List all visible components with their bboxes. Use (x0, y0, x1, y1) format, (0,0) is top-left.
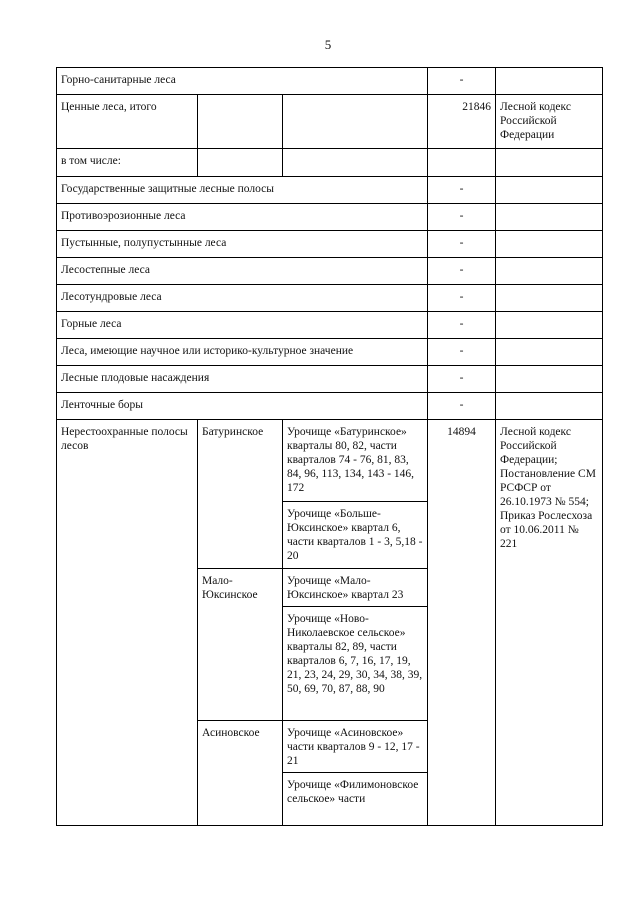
area-value: - (428, 68, 496, 95)
forestry-name: Мало-Юксинское (198, 569, 283, 721)
category-name: Государственные защитные лесные полосы (57, 177, 428, 204)
tract-description: Урочище «Больше-Юксинское» квартал 6, части кварталов 1 - 3, 5,18 - 20 (283, 502, 428, 569)
empty-cell (496, 149, 603, 177)
table-row (57, 339, 603, 366)
area-value: - (428, 366, 496, 393)
area-value: - (428, 312, 496, 339)
tract-description: Урочище «Мало-Юксинское» квартал 23 (283, 569, 428, 607)
empty-cell (198, 95, 283, 149)
tract-description: Урочище «Асиновское» части кварталов 9 - 12, 17 - 21 (283, 721, 428, 773)
empty-cell (283, 95, 428, 149)
including-label: в том числе: (57, 149, 198, 177)
tract-description: Урочище «Ново-Николаевское сельское» кварталы 82, 89, части кварталов 6, 7, 16, 17, 19, 21, 23, 24, 29, 30, 34, 38, 39, 50, 69, 70, 87, 88, 90 (283, 607, 428, 721)
category-name: Пустынные, полупустынные леса (57, 231, 428, 258)
category-name: Лесотундровые леса (57, 285, 428, 312)
legal-basis (496, 204, 603, 231)
area-value: - (428, 204, 496, 231)
category-name: Лесостепные леса (57, 258, 428, 285)
area-value: - (428, 285, 496, 312)
tract-description: Урочище «Филимоновское сельское» части (283, 773, 428, 826)
table-row (57, 285, 603, 312)
category-name: Леса, имеющие научное или историко-культурное значение (57, 339, 428, 366)
area-value: - (428, 393, 496, 420)
category-name: Противоэрозионные леса (57, 204, 428, 231)
forestry-name: Батуринское (198, 420, 283, 569)
area-value: - (428, 339, 496, 366)
area-value: - (428, 258, 496, 285)
empty-cell (283, 149, 428, 177)
table-row (57, 393, 603, 420)
table-row (57, 95, 603, 149)
empty-cell (428, 149, 496, 177)
legal-basis (496, 231, 603, 258)
category-name: Лесные плодовые насаждения (57, 366, 428, 393)
tract-description: Урочище «Батуринское» кварталы 80, 82, части кварталов 74 - 76, 81, 83, 84, 96, 113, 134, 143 - 146, 172 (283, 420, 428, 502)
empty-cell (198, 149, 283, 177)
legal-basis: Лесной кодекс Российской Федерации; Постановление СМ РСФСР от 26.10.1973 № 554; Приказ Рослесхоза от 10.06.2011 № 221 (496, 420, 603, 826)
table-row (57, 420, 603, 502)
area-value: - (428, 231, 496, 258)
table-row (57, 366, 603, 393)
category-name: Горно-санитарные леса (57, 68, 428, 95)
legal-basis (496, 177, 603, 204)
table-row (57, 204, 603, 231)
area-value: - (428, 177, 496, 204)
area-value: 21846 (428, 95, 496, 149)
page-number: 5 (324, 37, 332, 52)
legal-basis (496, 393, 603, 420)
legal-basis (496, 258, 603, 285)
table-row (57, 312, 603, 339)
area-value: 14894 (428, 420, 496, 826)
category-name: Ценные леса, итого (57, 95, 198, 149)
legal-basis: Лесной кодекс Российской Федерации (496, 95, 603, 149)
table-row (57, 149, 603, 177)
legal-basis (496, 312, 603, 339)
forestry-name: Асиновское (198, 721, 283, 826)
legal-basis (496, 366, 603, 393)
category-name: Ленточные боры (57, 393, 428, 420)
forest-categories-table (56, 67, 603, 826)
legal-basis (496, 339, 603, 366)
category-name: Горные леса (57, 312, 428, 339)
legal-basis (496, 285, 603, 312)
table-row (57, 258, 603, 285)
table-row (57, 177, 603, 204)
category-name: Нерестоохранные полосы лесов (57, 420, 198, 826)
legal-basis (496, 68, 603, 95)
table-row (57, 68, 603, 95)
table-row (57, 231, 603, 258)
